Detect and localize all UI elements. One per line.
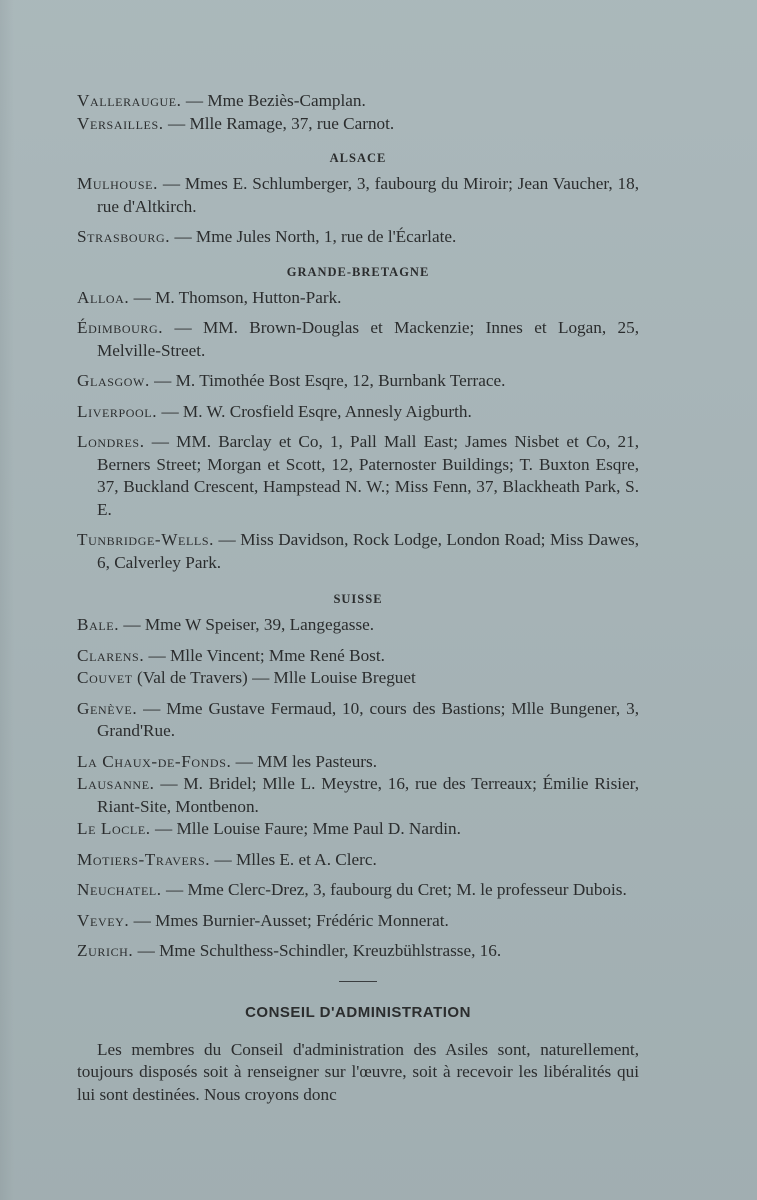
city-name: Mulhouse.	[77, 174, 158, 193]
entry-zurich	[77, 940, 639, 963]
section-heading-alsace: ALSACE	[329, 151, 387, 165]
city-name: Alloa.	[77, 287, 130, 307]
city-name: Clarens.	[77, 645, 145, 665]
entry-text: — Mme Beziès-Camplan.	[181, 91, 366, 110]
entry-glasgow	[77, 370, 639, 393]
entry-londres	[77, 431, 639, 521]
city-name: Glasgow.	[77, 371, 150, 390]
entry-text: — M. Bridel; Mlle L. Meystre, 16, rue des Terreaux; Émilie Risier, Riant-Site, Montbenon.	[97, 774, 639, 816]
city-name: La Chaux-de-Fonds.	[77, 751, 232, 771]
entry-versailles	[77, 113, 639, 136]
city-name: Genève.	[77, 698, 138, 718]
page-content	[77, 90, 639, 1106]
entry-text: — Miss Davidson, Rock Lodge, London Road; Miss Dawes, 6, Calverley Park.	[97, 530, 639, 572]
city-name: Édimbourg.	[77, 318, 164, 337]
entry-text: — Mlle Ramage, 37, rue Carnot.	[163, 113, 395, 133]
city-name: Neuchatel.	[77, 880, 162, 899]
entry-motiers-travers	[77, 849, 639, 872]
city-name: Motiers-Travers.	[77, 849, 211, 869]
entry-text: — Mmes E. Schlumberger, 3, faubourg du Miroir; Jean Vaucher, 18, rue d'Altkirch.	[97, 174, 639, 216]
entry-liverpool	[77, 401, 639, 424]
entry-strasbourg	[77, 226, 639, 249]
city-name: Lausanne.	[77, 774, 155, 793]
entry-couvet	[77, 667, 639, 690]
entry-text: (Val de Travers) — Mlle Louise Breguet	[132, 668, 416, 687]
entry-la-chaux-de-fonds	[77, 751, 639, 774]
section-heading-suisse: SUISSE	[333, 592, 383, 606]
entry-vevey	[77, 910, 639, 933]
entry-text: — M. W. Crosfield Esqre, Annesly Aigburth.	[157, 401, 472, 421]
city-name: Londres.	[77, 432, 145, 451]
entry-tunbridge-wells	[77, 529, 639, 574]
conseil-title: CONSEIL D'ADMINISTRATION	[245, 1003, 471, 1021]
entry-text: — Mlles E. et A. Clerc.	[210, 849, 377, 869]
section-heading-grande-bretagne: GRANDE-BRETAGNE	[286, 264, 430, 279]
city-name: Tunbridge-Wells.	[77, 530, 215, 549]
city-name: Couvet	[77, 668, 133, 687]
entry-text: — Mlle Vincent; Mme René Bost.	[144, 645, 385, 665]
city-name: Bale.	[77, 615, 120, 634]
entry-text: — M. Timothée Bost Esqre, 12, Burnbank Terrace.	[149, 371, 506, 390]
entry-text: — Mlle Louise Faure; Mme Paul D. Nardin.	[150, 819, 461, 838]
entry-text: — Mme W Speiser, 39, Langegasse.	[119, 615, 375, 634]
entry-alloa	[77, 287, 639, 310]
entry-mulhouse	[77, 173, 639, 218]
city-name: Valleraugue.	[77, 91, 182, 110]
entry-neuchatel	[77, 879, 639, 902]
city-name: Liverpool.	[77, 401, 158, 421]
entry-le-locle	[77, 818, 639, 841]
entry-text: — M. Thomson, Hutton-Park.	[129, 287, 342, 307]
entry-text: — MM. Barclay et Co, 1, Pall Mall East; James Nisbet et Co, 21, Berners Street; Morgan et Scott, 12, Paternoster Buildings; T. Buxton Esqre, 37, Buckland Crescent, Hampstead N. W.; Miss Fenn, 37, Blackheath Park, S. E.	[97, 432, 639, 519]
entry-text: — MM les Pasteurs.	[231, 751, 377, 771]
entry-text: — MM. Brown-Douglas et Mackenzie; Innes et Logan, 25, Melville-Street.	[97, 318, 639, 360]
entry-clarens	[77, 645, 639, 668]
entry-edimbourg	[77, 317, 639, 362]
section-divider	[339, 981, 377, 982]
entry-valleraugue	[77, 90, 639, 113]
entry-text: — Mme Schulthess-Schindler, Kreuzbühlstrasse, 16.	[133, 941, 502, 960]
entry-text: — Mmes Burnier-Ausset; Frédéric Monnerat.	[129, 910, 449, 930]
entry-text: — Mme Jules North, 1, rue de l'Écarlate.	[170, 227, 457, 246]
city-name: Zurich.	[77, 941, 134, 960]
entry-text: — Mme Clerc-Drez, 3, faubourg du Cret; M. le professeur Dubois.	[161, 880, 627, 899]
city-name: Le Locle.	[77, 819, 151, 838]
city-name: Versailles.	[77, 113, 164, 133]
entry-bale	[77, 614, 639, 637]
conseil-paragraph: Les membres du Conseil d'administration des Asiles sont, naturellement, toujours disposés soit à renseigner sur l'œuvre, soit à recevoir les libéralités qui lui sont destinées. Nous croyons donc	[77, 1039, 639, 1104]
city-name: Vevey.	[77, 910, 130, 930]
entry-text: — Mme Gustave Fermaud, 10, cours des Bastions; Mlle Bungener, 3, Grand'Rue.	[97, 698, 639, 740]
entry-lausanne	[77, 773, 639, 818]
entry-geneve	[77, 698, 639, 743]
city-name: Strasbourg.	[77, 227, 171, 246]
